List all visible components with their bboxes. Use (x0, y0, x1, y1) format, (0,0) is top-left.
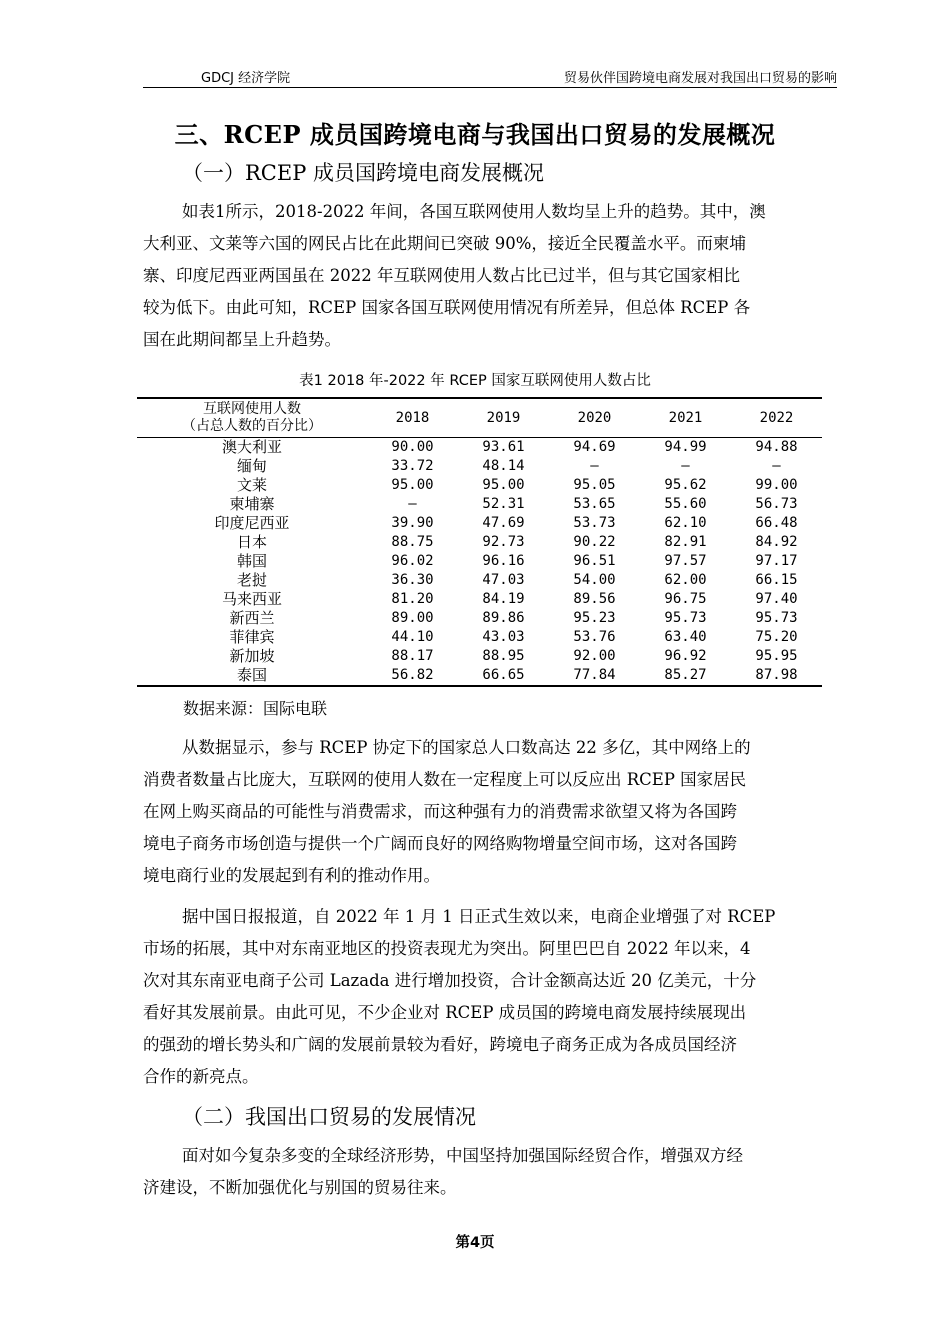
table-row (137, 609, 822, 628)
value-cell: 90.00 (391, 439, 434, 455)
value-cell: 55.60 (664, 496, 707, 512)
value-cell: 62.00 (664, 572, 707, 588)
country-cell: 日本 (236, 533, 267, 551)
value-cell: 52.31 (482, 496, 525, 512)
value-cell: 89.86 (482, 610, 525, 626)
header-right-text: 贸易伙伴国跨境电商发展对我国出口贸易的影响 (563, 71, 837, 86)
table-header-label (137, 398, 367, 438)
country-cell: 缅甸 (236, 457, 267, 475)
table-row (137, 533, 822, 552)
value-cell: 96.16 (482, 553, 525, 569)
value-cell: 90.22 (573, 534, 616, 550)
value-cell: 94.88 (755, 439, 798, 455)
country-cell: 老挝 (236, 571, 267, 589)
country-cell: 泰国 (236, 666, 267, 684)
paragraph-line: 消费者数量占比庞大，互联网的使用人数在一定程度上可以反应出 RCEP 国家居民 (143, 770, 747, 789)
table-row (137, 552, 822, 571)
subsection-title-2: （二）我国出口贸易的发展情况 (182, 1105, 476, 1129)
value-cell: 66.48 (755, 515, 798, 531)
value-cell: 95.05 (573, 477, 616, 493)
value-cell: 33.72 (391, 458, 434, 474)
paragraph-line: 面对如今复杂多变的全球经济形势，中国坚持加强国际经贸合作，增强双方经 (182, 1146, 743, 1165)
paragraph-line: 的强劲的增长势头和广阔的发展前景较为看好，跨境电子商务正成为各成员国经济 (143, 1035, 737, 1054)
value-cell: 95.62 (664, 477, 707, 493)
year-header: 2021 (668, 410, 703, 426)
value-cell: 85.27 (664, 667, 707, 683)
table-row (137, 647, 822, 666)
value-cell: 95.00 (391, 477, 434, 493)
country-cell: 柬埔寨 (229, 495, 275, 513)
value-cell: 75.20 (755, 629, 798, 645)
value-cell: 39.90 (391, 515, 434, 531)
section-title: 三、RCEP 成员国跨境电商与我国出口贸易的发展概况 (174, 120, 776, 149)
paragraph-line: 从数据显示，参与 RCEP 协定下的国家总人口数高达 22 多亿，其中网络上的 (182, 738, 751, 757)
paragraph-line: 济建设，不断加强优化与别国的贸易往来。 (143, 1178, 457, 1197)
value-cell: 95.23 (573, 610, 616, 626)
value-cell: 66.15 (755, 572, 798, 588)
country-cell: 马来西亚 (221, 590, 282, 608)
table-row (137, 514, 822, 533)
table-header-row (137, 398, 822, 438)
value-cell: 53.73 (573, 515, 616, 531)
table-row (137, 571, 822, 590)
value-cell: 47.03 (482, 572, 525, 588)
value-cell: 99.00 (755, 477, 798, 493)
country-cell: 文莱 (236, 476, 267, 494)
value-cell: 95.00 (482, 477, 525, 493)
value-cell: 43.03 (482, 629, 525, 645)
header-label-line1: 互联网使用人数 (203, 401, 301, 417)
value-cell: 66.65 (482, 667, 525, 683)
paragraph-line: 大利亚、文莱等六国的网民占比在此期间已突破 90%，接近全民覆盖水平。而柬埔 (143, 234, 746, 253)
paragraph-line: 如表1所示，2018-2022 年间，各国互联网使用人数均呈上升的趋势。其中，澳 (182, 202, 766, 221)
paragraph-line: 境电商行业的发展起到有利的推动作用。 (143, 866, 440, 885)
value-cell: 96.51 (573, 553, 616, 569)
paragraph-4 (143, 1140, 837, 1204)
value-cell: 89.56 (573, 591, 616, 607)
value-cell: – (772, 458, 781, 474)
country-cell: 新西兰 (229, 609, 275, 627)
country-cell: 菲律宾 (229, 628, 275, 646)
year-header: 2020 (577, 410, 612, 426)
table-row (137, 495, 822, 514)
header-label-line2: （占总人数的百分比） (182, 418, 322, 434)
value-cell: – (590, 458, 599, 474)
internet-usage-table (137, 397, 822, 687)
paragraph-line: 在网上购买商品的可能性与消费需求，而这种强有力的消费需求欲望又将为各国跨 (143, 802, 737, 821)
value-cell: 47.69 (482, 515, 525, 531)
value-cell: 95.73 (664, 610, 707, 626)
year-header: 2018 (395, 410, 430, 426)
table-row (137, 476, 822, 495)
value-cell: 87.98 (755, 667, 798, 683)
value-cell: 53.65 (573, 496, 616, 512)
value-cell: 77.84 (573, 667, 616, 683)
table-row (137, 457, 822, 476)
value-cell: 56.73 (755, 496, 798, 512)
value-cell: 48.14 (482, 458, 525, 474)
year-header: 2019 (486, 410, 521, 426)
value-cell: 94.69 (573, 439, 616, 455)
value-cell: 88.95 (482, 648, 525, 664)
table-body (137, 438, 822, 687)
value-cell: 88.75 (391, 534, 434, 550)
value-cell: 96.92 (664, 648, 707, 664)
year-header: 2022 (759, 410, 794, 426)
value-cell: 95.95 (755, 648, 798, 664)
value-cell: 82.91 (664, 534, 707, 550)
value-cell: 36.30 (391, 572, 434, 588)
value-cell: 44.10 (391, 629, 434, 645)
subsection-title-1: （一）RCEP 成员国跨境电商发展概况 (182, 161, 545, 185)
paragraph-line: 合作的新亮点。 (143, 1067, 259, 1086)
paragraph-line: 寨、印度尼西亚两国虽在 2022 年互联网使用人数占比已过半，但与其它国家相比 (143, 266, 740, 285)
value-cell: – (408, 496, 417, 512)
value-cell: 54.00 (573, 572, 616, 588)
value-cell: 94.99 (664, 439, 707, 455)
value-cell: 84.92 (755, 534, 798, 550)
paragraph-line: 次对其东南亚电商子公司 Lazada 进行增加投资，合计金额高达近 20 亿美元，十分 (143, 971, 757, 990)
value-cell: 97.17 (755, 553, 798, 569)
country-cell: 韩国 (236, 552, 267, 570)
value-cell: 95.73 (755, 610, 798, 626)
value-cell: 96.75 (664, 591, 707, 607)
value-cell: 88.17 (391, 648, 434, 664)
value-cell: 93.61 (482, 439, 525, 455)
paragraph-2 (143, 732, 837, 892)
paragraph-line: 市场的拓展，其中对东南亚地区的投资表现尤为突出。阿里巴巴自 2022 年以来，4 (143, 939, 751, 958)
paragraph-line: 国在此期间都呈上升趋势。 (143, 330, 341, 349)
country-cell: 澳大利亚 (221, 438, 282, 456)
value-cell: 97.40 (755, 591, 798, 607)
table-row (137, 590, 822, 609)
page-header (143, 62, 837, 88)
paragraph-line: 较为低下。由此可知，RCEP 国家各国互联网使用情况有所差异，但总体 RCEP 各 (143, 298, 751, 317)
table-caption: 表1 2018 年-2022 年 RCEP 国家互联网使用人数占比 (299, 373, 651, 389)
paragraph-1 (143, 196, 837, 356)
country-cell: 新加坡 (229, 647, 275, 665)
country-cell: 印度尼西亚 (214, 514, 290, 532)
value-cell: 81.20 (391, 591, 434, 607)
paragraph-3 (143, 901, 837, 1093)
value-cell: 56.82 (391, 667, 434, 683)
paragraph-line: 看好其发展前景。由此可见，不少企业对 RCEP 成员国的跨境电商发展持续展现出 (143, 1003, 747, 1022)
table-row (137, 628, 822, 647)
value-cell: 63.40 (664, 629, 707, 645)
data-source: 数据来源：国际电联 (183, 699, 328, 718)
value-cell: 92.73 (482, 534, 525, 550)
value-cell: 97.57 (664, 553, 707, 569)
paragraph-line: 据中国日报报道，自 2022 年 1 月 1 日正式生效以来，电商企业增强了对 RCEP (182, 907, 776, 926)
value-cell: – (681, 458, 690, 474)
value-cell: 62.10 (664, 515, 707, 531)
header-left-text: GDCJ 经济学院 (201, 71, 291, 86)
value-cell: 92.00 (573, 648, 616, 664)
table-row (137, 438, 822, 458)
value-cell: 84.19 (482, 591, 525, 607)
table-row (137, 666, 822, 686)
value-cell: 96.02 (391, 553, 434, 569)
value-cell: 53.76 (573, 629, 616, 645)
page-number: 第4页 (455, 1235, 495, 1251)
value-cell: 89.00 (391, 610, 434, 626)
paragraph-line: 境电子商务市场创造与提供一个广阔而良好的网络购物增量空间市场，这对各国跨 (143, 834, 737, 853)
